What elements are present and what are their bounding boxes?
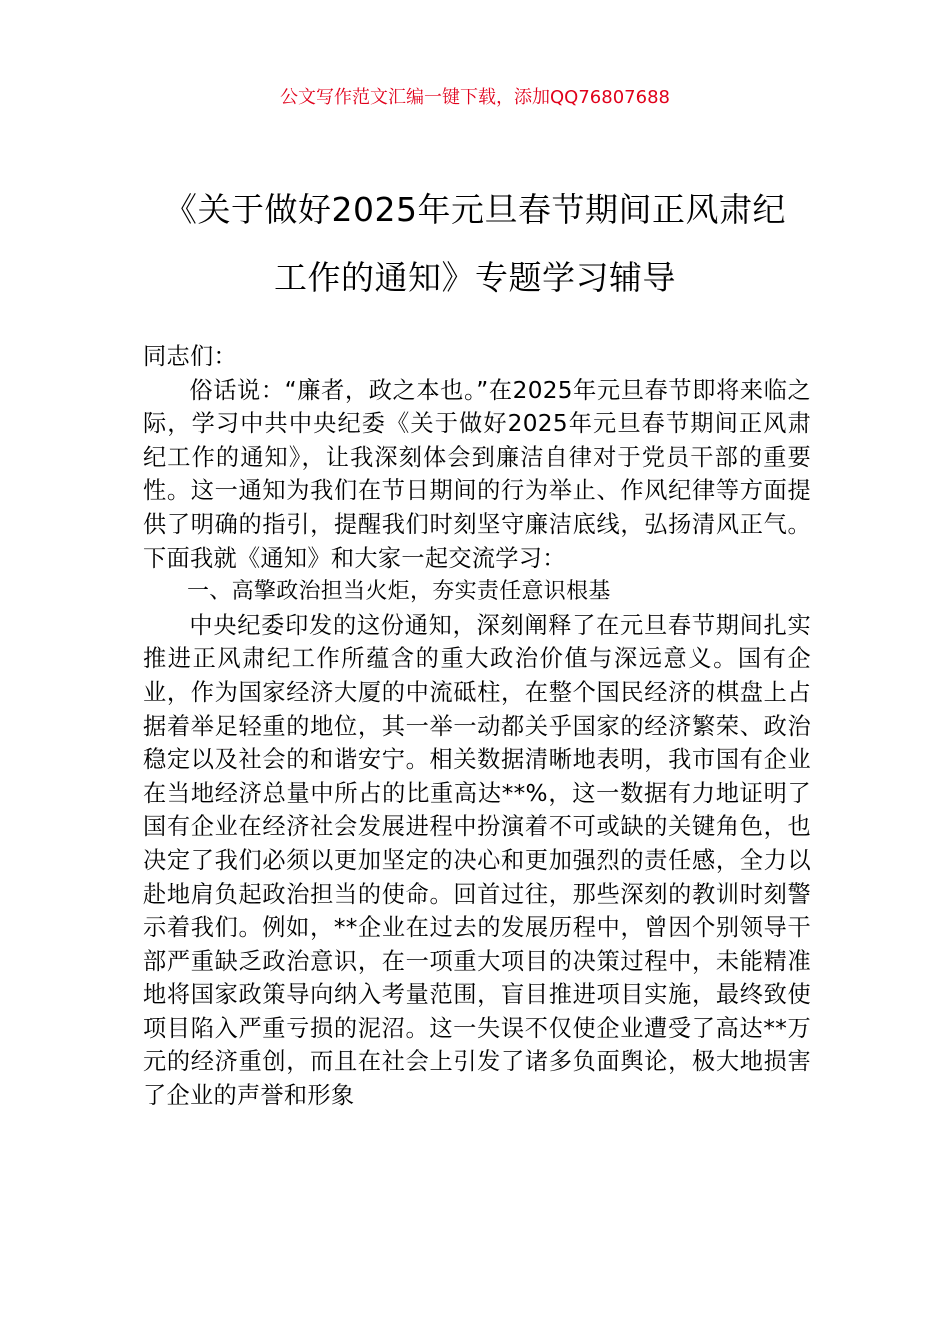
salutation: 同志们： bbox=[143, 343, 237, 370]
title-line-1: 《关于做好2025年元旦春节期间正风肃纪 bbox=[164, 190, 786, 229]
document-title bbox=[130, 176, 820, 312]
title-line-2: 工作的通知》专题学习辅导 bbox=[274, 258, 676, 297]
download-banner: 公文写作范文汇编一键下载，添加QQ76807688 bbox=[280, 87, 670, 108]
intro-paragraph: 俗话说：“廉者，政之本也。”在2025年元旦春节即将来临之际，学习中共中央纪委《关于做好2025年元旦春节期间正风肃纪工作的通知》，让我深刻体会到廉洁自律对于党员干部的重要性。这一通知为我们在节日期间的行为举止、作风纪律等方面提供了明确的指引，提醒我们时刻坚守廉洁底线，弘扬清风正气。下面我就《通知》和大家一起交流学习： bbox=[143, 376, 811, 572]
section-heading-1: 一、高擎政治担当火炬，夯实责任意识根基 bbox=[187, 579, 611, 605]
body-paragraph-1: 中央纪委印发的这份通知，深刻阐释了在元旦春节期间扎实推进正风肃纪工作所蕴含的重大政治价值与深远意义。国有企业，作为国家经济大厦的中流砥柱，在整个国民经济的棋盘上占据着举足轻重的地位，其一举一动都关乎国家的经济繁荣、政治稳定以及社会的和谐安宁。相关数据清晰地表明，我市国有企业在当地经济总量中所占的比重高达**%，这一数据有力地证明了国有企业在经济社会发展进程中扮演着不可或缺的关键角色，也决定了我们必须以更加坚定的决心和更加强烈的责任感，全力以赴地肩负起政治担当的使命。回首过往，那些深刻的教训时刻警示着我们。例如，**企业在过去的发展历程中，曾因个别领导干部严重缺乏政治意识，在一项重大项目的决策过程中，未能精准地将国家政策导向纳入考量范围，盲目推进项目实施，最终致使项目陷入严重亏损的泥沼。这一失误不仅使企业遭受了高达**万元的经济重创，而且在社会上引发了诸多负面舆论，极大地损害了企业的声誉和形象 bbox=[143, 611, 811, 1110]
document-body bbox=[143, 340, 811, 1113]
